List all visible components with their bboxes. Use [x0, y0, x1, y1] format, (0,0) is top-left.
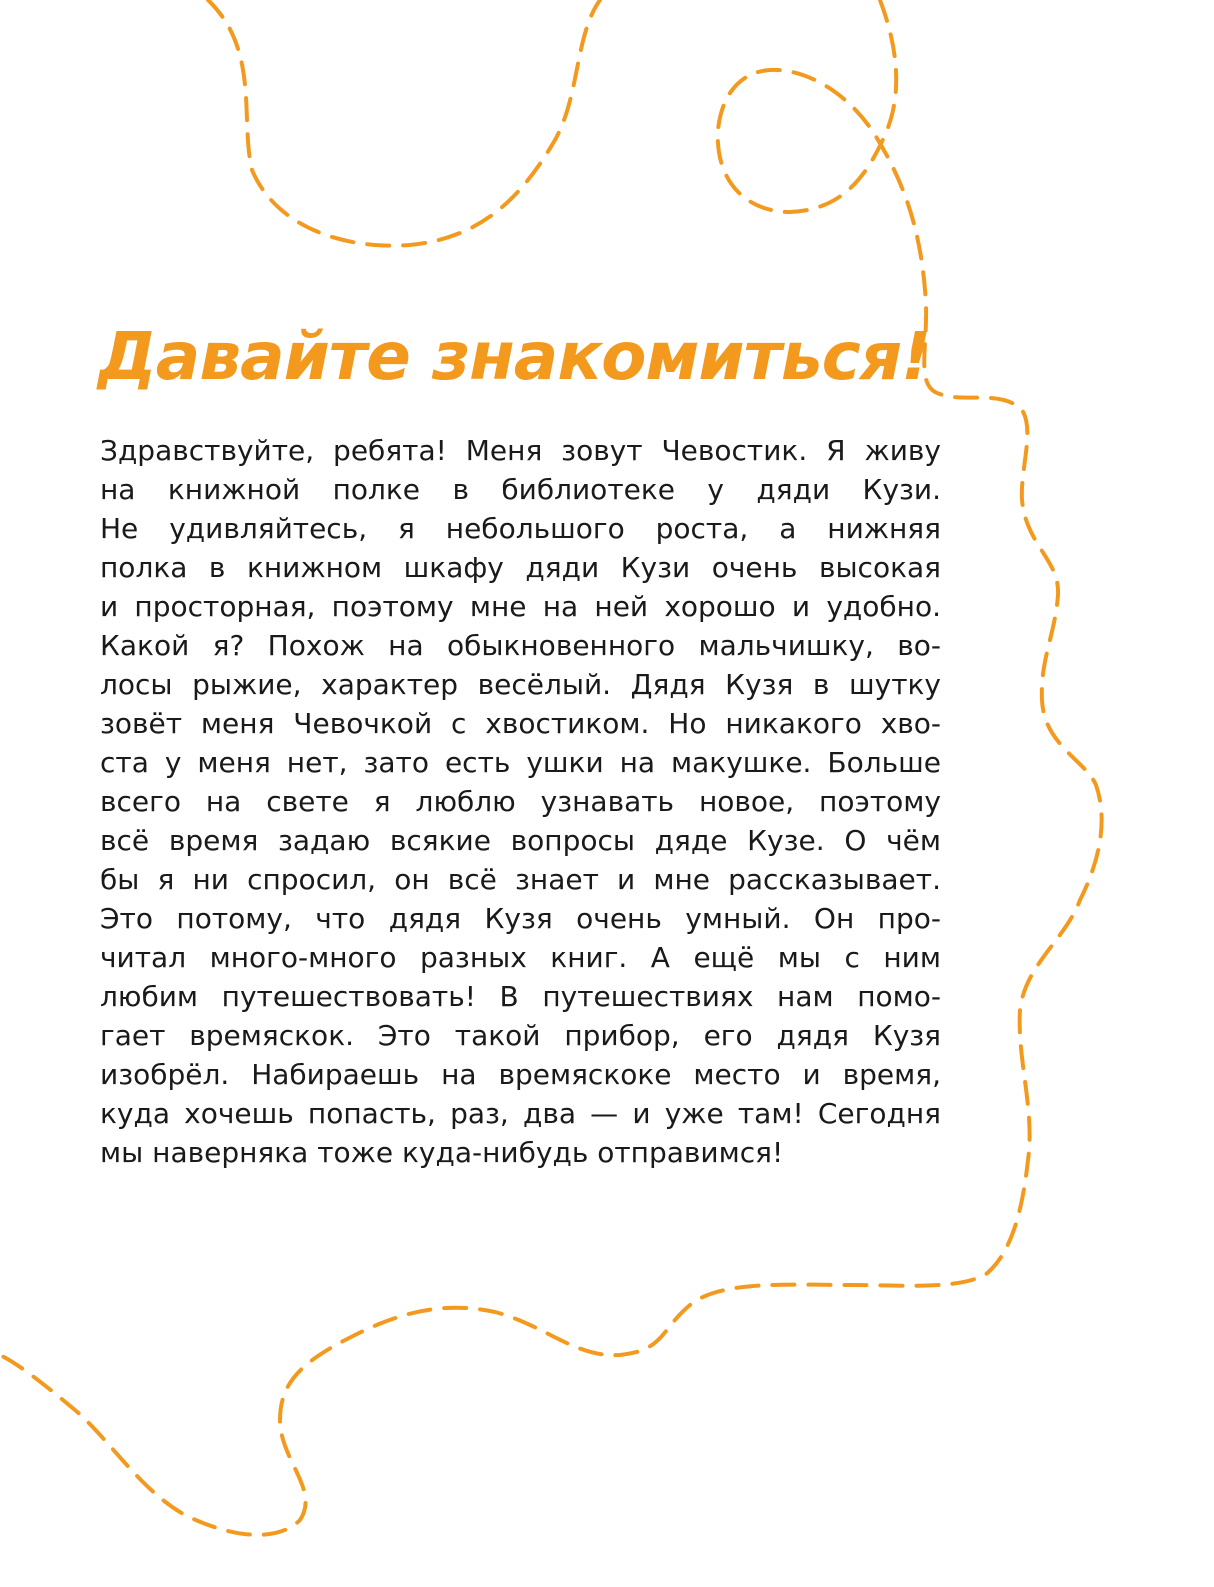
paragraph-line: читал много-много разных книг. А ещё мы с ним: [100, 941, 941, 974]
paragraph-line: всё время задаю всякие вопросы дяде Кузе. О чём: [100, 824, 941, 857]
paragraph-line: и просторная, поэтому мне на ней хорошо и удобно.: [100, 590, 941, 623]
paragraph-line: любим путешествовать! В путешествиях нам помо-: [100, 980, 941, 1013]
paragraph-line: ста у меня нет, зато есть ушки на макушке. Больше: [100, 746, 941, 779]
paragraph-line: куда хочешь попасть, раз, два — и уже там! Сегодня: [100, 1097, 941, 1130]
paragraph-line: лосы рыжие, характер весёлый. Дядя Кузя в шутку: [100, 668, 941, 701]
paragraph-line: бы я ни спросил, он всё знает и мне рассказывает.: [100, 863, 941, 896]
paragraph-line: мы наверняка тоже куда-нибудь отправимся!: [100, 1136, 784, 1169]
page-title: Давайте знакомиться!: [98, 318, 931, 395]
paragraph-line: Здравствуйте, ребята! Меня зовут Чевостик. Я живу: [100, 434, 941, 467]
paragraph-line: Это потому, что дядя Кузя очень умный. Он про-: [100, 902, 941, 935]
intro-paragraph: [100, 431, 941, 1172]
paragraph-line: изобрёл. Набираешь на времяскоке место и время,: [100, 1058, 941, 1091]
paragraph-line: зовёт меня Чевочкой с хвостиком. Но никакого хво-: [100, 707, 941, 740]
paragraph-line: Какой я? Похож на обыкновенного мальчишку, во-: [100, 629, 941, 662]
paragraph-line: гает времяскок. Это такой прибор, его дядя Кузя: [100, 1019, 941, 1052]
paragraph-line: полка в книжном шкафу дяди Кузи очень высокая: [100, 551, 941, 584]
paragraph-line: на книжной полке в библиотеке у дяди Кузи.: [100, 473, 941, 506]
paragraph-line: Не удивляйтесь, я небольшого роста, а нижняя: [100, 512, 941, 545]
paragraph-line: всего на свете я люблю узнавать новое, поэтому: [100, 785, 941, 818]
